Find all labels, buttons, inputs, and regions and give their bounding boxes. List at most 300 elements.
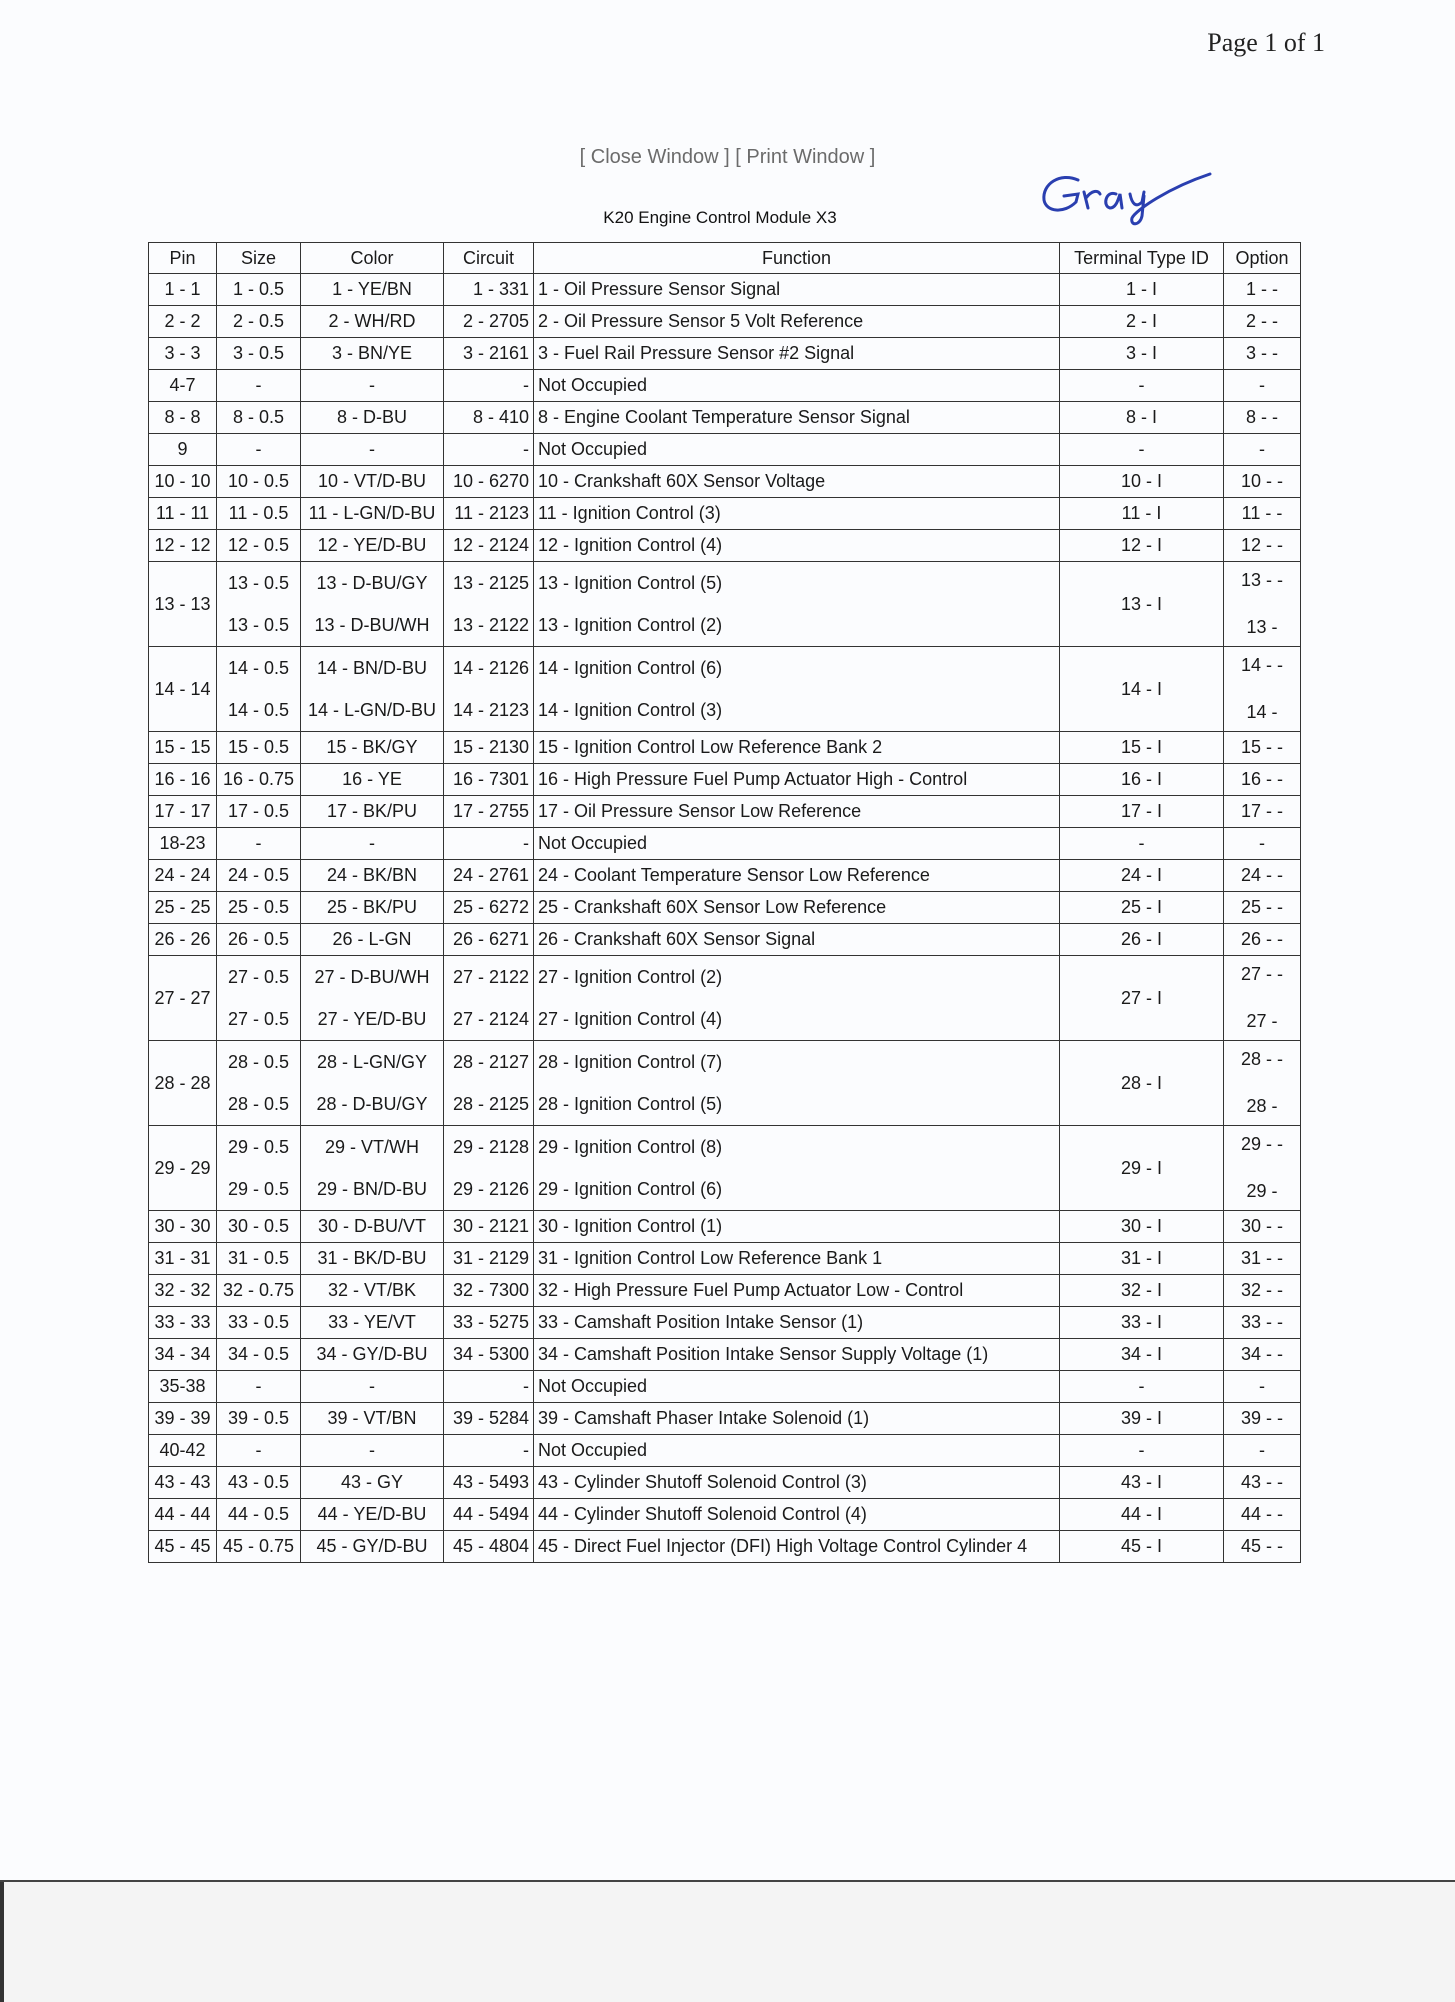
pin-cell: 24 - 24: [149, 860, 217, 892]
size-cell: [217, 647, 301, 732]
table-row: [149, 1275, 1301, 1307]
function-cell: [534, 732, 1060, 764]
size-cell-value: 13 - 0.5: [227, 573, 290, 593]
size-cell-value: 3 - 0.5: [232, 343, 285, 363]
circuit-cell-value: 2 - 2705: [462, 311, 529, 331]
size-cell-value: 14 - 0.5: [227, 658, 290, 678]
circuit-cell-value: 14 - 2126: [452, 658, 529, 678]
option-cell: 44 - -: [1224, 1499, 1301, 1531]
color-cell: [301, 1499, 444, 1531]
pin-cell: 8 - 8: [149, 402, 217, 434]
terminal-type-cell: -: [1060, 434, 1224, 466]
size-cell-value: 43 - 0.5: [227, 1472, 290, 1492]
circuit-cell-value: 29 - 2128: [452, 1137, 529, 1157]
column-header-pin: Pin: [149, 243, 217, 274]
function-cell: [534, 1275, 1060, 1307]
function-cell: [534, 1041, 1060, 1126]
size-cell-value: -: [255, 439, 262, 459]
option-cell-value: 14 - -: [1240, 655, 1283, 675]
color-cell: [301, 732, 444, 764]
function-cell-value: 45 - Direct Fuel Injector (DFI) High Voltage Control Cylinder 4: [538, 1536, 1028, 1556]
size-cell-value: 11 - 0.5: [228, 503, 289, 523]
option-cell-value: 28 - -: [1240, 1049, 1283, 1069]
function-cell: [534, 1531, 1060, 1563]
circuit-cell: [444, 1041, 534, 1126]
circuit-cell: [444, 466, 534, 498]
function-cell-value: 39 - Camshaft Phaser Intake Solenoid (1): [538, 1408, 870, 1428]
table-header-row: [149, 243, 1301, 274]
pin-cell: 43 - 43: [149, 1467, 217, 1499]
function-cell: [534, 1499, 1060, 1531]
size-cell-value: 28 - 0.5: [227, 1052, 290, 1072]
function-cell: [534, 647, 1060, 732]
circuit-cell-value: 17 - 2755: [452, 801, 529, 821]
terminal-type-cell: 26 - I: [1060, 924, 1224, 956]
color-cell: [301, 274, 444, 306]
option-cell: -: [1224, 1371, 1301, 1403]
color-cell: [301, 1041, 444, 1126]
size-cell: [217, 1211, 301, 1243]
function-cell: [534, 466, 1060, 498]
size-cell-value: 44 - 0.5: [227, 1504, 290, 1524]
table-row: [149, 306, 1301, 338]
color-cell-value: 14 - L-GN/D-BU: [307, 700, 437, 720]
terminal-type-cell: -: [1060, 1435, 1224, 1467]
terminal-type-cell: 10 - I: [1060, 466, 1224, 498]
function-cell: [534, 1307, 1060, 1339]
option-cell-value: 27 - -: [1240, 964, 1283, 984]
circuit-cell-value: 14 - 2123: [452, 700, 529, 720]
terminal-type-cell: 43 - I: [1060, 1467, 1224, 1499]
size-cell-value: 2 - 0.5: [232, 311, 285, 331]
color-cell: [301, 466, 444, 498]
function-cell: [534, 860, 1060, 892]
color-cell-value: 26 - L-GN: [332, 929, 412, 949]
color-cell-value: 30 - D-BU/VT: [317, 1216, 427, 1236]
option-cell: 15 - -: [1224, 732, 1301, 764]
circuit-cell-value: 8 - 410: [472, 407, 529, 427]
size-cell: [217, 274, 301, 306]
circuit-cell: [444, 1435, 534, 1467]
size-cell: [217, 764, 301, 796]
color-cell: [301, 1435, 444, 1467]
color-cell-value: -: [369, 375, 375, 395]
terminal-type-cell: 44 - I: [1060, 1499, 1224, 1531]
color-cell: [301, 562, 444, 647]
function-cell: [534, 1339, 1060, 1371]
pin-cell: 26 - 26: [149, 924, 217, 956]
scanner-edge: [0, 1880, 1455, 2002]
color-cell-value: 25 - BK/PU: [326, 897, 418, 917]
circuit-cell: [444, 530, 534, 562]
table-row: [149, 1371, 1301, 1403]
table-row: [149, 860, 1301, 892]
pin-cell: 31 - 31: [149, 1243, 217, 1275]
circuit-cell: [444, 1339, 534, 1371]
color-cell: [301, 498, 444, 530]
color-cell-value: 14 - BN/D-BU: [316, 658, 428, 678]
size-cell: [217, 1243, 301, 1275]
size-cell: [217, 924, 301, 956]
circuit-cell-value: 34 - 5300: [452, 1344, 529, 1364]
circuit-cell: [444, 338, 534, 370]
function-cell-value: Not Occupied: [538, 439, 648, 459]
circuit-cell: [444, 562, 534, 647]
terminal-type-cell: 14 - I: [1060, 647, 1224, 732]
size-cell: [217, 370, 301, 402]
table-row: [149, 338, 1301, 370]
circuit-cell-value: -: [523, 833, 529, 853]
function-cell-value: 43 - Cylinder Shutoff Solenoid Control (3): [538, 1472, 867, 1492]
terminal-type-cell: 33 - I: [1060, 1307, 1224, 1339]
color-cell: [301, 1307, 444, 1339]
pin-cell: 1 - 1: [149, 274, 217, 306]
table-row: [149, 764, 1301, 796]
color-cell: [301, 1126, 444, 1211]
color-cell: [301, 892, 444, 924]
function-cell-value: 10 - Crankshaft 60X Sensor Voltage: [538, 471, 826, 491]
circuit-cell-value: -: [523, 439, 529, 459]
option-cell-value: 29 - -: [1240, 1134, 1283, 1154]
function-cell: [534, 1243, 1060, 1275]
color-cell-value: 29 - VT/WH: [324, 1137, 419, 1157]
table-row: [149, 1339, 1301, 1371]
color-cell-value: 11 - L-GN/D-BU: [308, 503, 436, 523]
terminal-type-cell: 28 - I: [1060, 1041, 1224, 1126]
color-cell-value: 31 - BK/D-BU: [317, 1248, 427, 1268]
function-cell-value: 13 - Ignition Control (5): [538, 573, 723, 593]
pin-cell: 3 - 3: [149, 338, 217, 370]
terminal-type-cell: 2 - I: [1060, 306, 1224, 338]
size-cell: [217, 860, 301, 892]
size-cell-value: 13 - 0.5: [227, 615, 290, 635]
terminal-type-cell: 17 - I: [1060, 796, 1224, 828]
size-cell-value: 33 - 0.5: [227, 1312, 290, 1332]
size-cell-value: 17 - 0.5: [227, 801, 290, 821]
circuit-cell-value: 10 - 6270: [452, 471, 529, 491]
option-cell: 2 - -: [1224, 306, 1301, 338]
pin-cell: 33 - 33: [149, 1307, 217, 1339]
table-row: [149, 530, 1301, 562]
color-cell: [301, 1467, 444, 1499]
color-cell-value: 27 - D-BU/WH: [314, 967, 430, 987]
function-cell-value: 26 - Crankshaft 60X Sensor Signal: [538, 929, 816, 949]
table-row: [149, 274, 1301, 306]
terminal-type-cell: 3 - I: [1060, 338, 1224, 370]
size-cell-value: 29 - 0.5: [227, 1179, 290, 1199]
circuit-cell-value: 13 - 2122: [452, 615, 529, 635]
option-cell: [1224, 956, 1301, 1041]
table-row: [149, 732, 1301, 764]
size-cell: [217, 306, 301, 338]
size-cell-value: 45 - 0.75: [222, 1536, 295, 1556]
function-cell: [534, 338, 1060, 370]
size-cell: [217, 338, 301, 370]
terminal-type-cell: 32 - I: [1060, 1275, 1224, 1307]
option-cell: 17 - -: [1224, 796, 1301, 828]
pin-cell: 15 - 15: [149, 732, 217, 764]
terminal-type-cell: 13 - I: [1060, 562, 1224, 647]
function-cell-value: 14 - Ignition Control (3): [538, 700, 723, 720]
color-cell: [301, 860, 444, 892]
pin-cell: 11 - 11: [149, 498, 217, 530]
function-cell: [534, 498, 1060, 530]
circuit-cell: [444, 1307, 534, 1339]
function-cell-value: 3 - Fuel Rail Pressure Sensor #2 Signal: [538, 343, 855, 363]
function-cell: [534, 892, 1060, 924]
terminal-type-cell: 27 - I: [1060, 956, 1224, 1041]
color-cell: [301, 370, 444, 402]
option-cell: 45 - -: [1224, 1531, 1301, 1563]
pin-cell: 13 - 13: [149, 562, 217, 647]
column-header-terminal-type-id: Terminal Type ID: [1060, 243, 1224, 274]
size-cell-value: -: [255, 833, 262, 853]
pinout-table: [148, 242, 1301, 1563]
option-cell: 43 - -: [1224, 1467, 1301, 1499]
circuit-cell-value: 33 - 5275: [452, 1312, 529, 1332]
circuit-cell: [444, 498, 534, 530]
option-cell: -: [1224, 1435, 1301, 1467]
terminal-type-cell: 45 - I: [1060, 1531, 1224, 1563]
color-cell: [301, 1339, 444, 1371]
print-window-link[interactable]: [ Print Window ]: [735, 146, 876, 168]
size-cell-value: -: [255, 375, 262, 395]
function-cell: [534, 924, 1060, 956]
color-cell-value: -: [369, 833, 375, 853]
function-cell: [534, 1126, 1060, 1211]
option-cell: 31 - -: [1224, 1243, 1301, 1275]
color-cell-value: 13 - D-BU/WH: [314, 615, 430, 635]
pin-cell: 18-23: [149, 828, 217, 860]
circuit-cell-value: 39 - 5284: [452, 1408, 529, 1428]
circuit-cell: [444, 924, 534, 956]
function-cell-value: 1 - Oil Pressure Sensor Signal: [538, 279, 781, 299]
function-cell-value: Not Occupied: [538, 1440, 648, 1460]
column-header-color: Color: [301, 243, 444, 274]
pin-cell: 34 - 34: [149, 1339, 217, 1371]
table-row: [149, 892, 1301, 924]
color-cell: [301, 1243, 444, 1275]
color-cell: [301, 1275, 444, 1307]
circuit-cell-value: 27 - 2122: [452, 967, 529, 987]
table-row: [149, 1041, 1301, 1126]
handwritten-gray-note: [1038, 162, 1218, 237]
function-cell: [534, 1467, 1060, 1499]
size-cell-value: 27 - 0.5: [227, 967, 290, 987]
pin-cell: 10 - 10: [149, 466, 217, 498]
size-cell: [217, 466, 301, 498]
size-cell-value: 29 - 0.5: [227, 1137, 290, 1157]
color-cell: [301, 434, 444, 466]
function-cell-value: 28 - Ignition Control (5): [538, 1094, 723, 1114]
color-cell: [301, 1371, 444, 1403]
option-cell: -: [1224, 434, 1301, 466]
pin-cell: 17 - 17: [149, 796, 217, 828]
function-cell: [534, 1435, 1060, 1467]
table-row: [149, 402, 1301, 434]
pin-cell: 9: [149, 434, 217, 466]
function-cell-value: 27 - Ignition Control (2): [538, 967, 723, 987]
circuit-cell: [444, 1371, 534, 1403]
size-cell: [217, 1307, 301, 1339]
function-cell: [534, 1371, 1060, 1403]
circuit-cell: [444, 1467, 534, 1499]
circuit-cell-value: 27 - 2124: [452, 1009, 529, 1029]
table-row: [149, 562, 1301, 647]
circuit-cell: [444, 828, 534, 860]
circuit-cell-value: 25 - 6272: [452, 897, 529, 917]
size-cell: [217, 892, 301, 924]
color-cell-value: 45 - GY/D-BU: [316, 1536, 428, 1556]
function-cell-value: 31 - Ignition Control Low Reference Bank 1: [538, 1248, 883, 1268]
color-cell: [301, 647, 444, 732]
option-cell: 30 - -: [1224, 1211, 1301, 1243]
color-cell-value: 39 - VT/BN: [327, 1408, 417, 1428]
column-header-size: Size: [217, 243, 301, 274]
function-cell: [534, 562, 1060, 647]
function-cell: [534, 828, 1060, 860]
pin-cell: 30 - 30: [149, 1211, 217, 1243]
circuit-cell-value: 28 - 2125: [452, 1094, 529, 1114]
function-cell-value: 11 - Ignition Control (3): [538, 503, 721, 523]
size-cell-value: 39 - 0.5: [227, 1408, 290, 1428]
function-cell: [534, 370, 1060, 402]
function-cell-value: 17 - Oil Pressure Sensor Low Reference: [538, 801, 862, 821]
page-number: Page 1 of 1: [1207, 28, 1325, 57]
terminal-type-cell: 8 - I: [1060, 402, 1224, 434]
terminal-type-cell: 31 - I: [1060, 1243, 1224, 1275]
circuit-cell-value: 12 - 2124: [452, 535, 529, 555]
document-title: K20 Engine Control Module X3: [603, 208, 837, 227]
function-cell: [534, 434, 1060, 466]
function-cell-value: 13 - Ignition Control (2): [538, 615, 723, 635]
circuit-cell-value: 11 - 2123: [454, 503, 529, 523]
color-cell-value: 15 - BK/GY: [326, 737, 418, 757]
color-cell: [301, 828, 444, 860]
color-cell-value: 32 - VT/BK: [327, 1280, 417, 1300]
column-header-function: Function: [534, 243, 1060, 274]
function-cell-value: 15 - Ignition Control Low Reference Bank 2: [538, 737, 883, 757]
terminal-type-cell: 30 - I: [1060, 1211, 1224, 1243]
circuit-cell-value: 44 - 5494: [452, 1504, 529, 1524]
table-row: [149, 1243, 1301, 1275]
circuit-cell: [444, 370, 534, 402]
function-cell-value: 2 - Oil Pressure Sensor 5 Volt Reference: [538, 311, 864, 331]
option-cell: [1224, 647, 1301, 732]
function-cell-value: 29 - Ignition Control (6): [538, 1179, 723, 1199]
circuit-cell: [444, 956, 534, 1041]
circuit-cell: [444, 892, 534, 924]
function-cell-value: 25 - Crankshaft 60X Sensor Low Reference: [538, 897, 887, 917]
table-row: [149, 498, 1301, 530]
circuit-cell-value: 15 - 2130: [452, 737, 529, 757]
pin-cell: 45 - 45: [149, 1531, 217, 1563]
close-window-link[interactable]: [ Close Window ]: [579, 146, 730, 168]
circuit-cell-value: -: [523, 375, 529, 395]
color-cell-value: 28 - D-BU/GY: [316, 1094, 428, 1114]
size-cell-value: 24 - 0.5: [227, 865, 290, 885]
terminal-type-cell: 11 - I: [1060, 498, 1224, 530]
option-cell-value: 13 -: [1246, 617, 1278, 637]
circuit-cell: [444, 306, 534, 338]
function-cell-value: 24 - Coolant Temperature Sensor Low Reference: [538, 865, 930, 885]
circuit-cell: [444, 1243, 534, 1275]
size-cell: [217, 498, 301, 530]
circuit-cell: [444, 274, 534, 306]
size-cell-value: 28 - 0.5: [227, 1094, 290, 1114]
size-cell-value: 32 - 0.75: [222, 1280, 295, 1300]
circuit-cell-value: 32 - 7300: [452, 1280, 529, 1300]
pin-cell: 27 - 27: [149, 956, 217, 1041]
color-cell-value: 34 - GY/D-BU: [316, 1344, 428, 1364]
option-cell: 25 - -: [1224, 892, 1301, 924]
table-row: [149, 1435, 1301, 1467]
terminal-type-cell: -: [1060, 828, 1224, 860]
size-cell: [217, 732, 301, 764]
function-cell-value: 12 - Ignition Control (4): [538, 535, 723, 555]
option-cell: 11 - -: [1224, 498, 1301, 530]
window-links: [0, 146, 1455, 169]
color-cell: [301, 1211, 444, 1243]
terminal-type-cell: -: [1060, 1371, 1224, 1403]
color-cell-value: 12 - YE/D-BU: [317, 535, 427, 555]
function-cell-value: 33 - Camshaft Position Intake Sensor (1): [538, 1312, 864, 1332]
size-cell-value: -: [255, 1376, 262, 1396]
color-cell-value: 27 - YE/D-BU: [317, 1009, 427, 1029]
circuit-cell: [444, 1531, 534, 1563]
size-cell-value: 15 - 0.5: [227, 737, 290, 757]
option-cell: 10 - -: [1224, 466, 1301, 498]
function-cell: [534, 1403, 1060, 1435]
option-cell: 8 - -: [1224, 402, 1301, 434]
size-cell: [217, 402, 301, 434]
color-cell-value: 44 - YE/D-BU: [317, 1504, 427, 1524]
function-cell-value: 34 - Camshaft Position Intake Sensor Supply Voltage (1): [538, 1344, 989, 1364]
size-cell: [217, 1403, 301, 1435]
pin-cell: 40-42: [149, 1435, 217, 1467]
color-cell: [301, 1403, 444, 1435]
size-cell-value: 25 - 0.5: [227, 897, 290, 917]
circuit-cell-value: 31 - 2129: [452, 1248, 529, 1268]
function-cell: [534, 956, 1060, 1041]
color-cell: [301, 530, 444, 562]
circuit-cell: [444, 402, 534, 434]
color-cell-value: 10 - VT/D-BU: [317, 471, 427, 491]
circuit-cell-value: 29 - 2126: [452, 1179, 529, 1199]
table-row: [149, 370, 1301, 402]
function-cell: [534, 274, 1060, 306]
option-cell: -: [1224, 828, 1301, 860]
terminal-type-cell: 29 - I: [1060, 1126, 1224, 1211]
size-cell: [217, 1275, 301, 1307]
color-cell-value: -: [369, 1440, 375, 1460]
function-cell: [534, 530, 1060, 562]
option-cell-value: 27 -: [1246, 1011, 1278, 1031]
table-row: [149, 647, 1301, 732]
terminal-type-cell: 39 - I: [1060, 1403, 1224, 1435]
color-cell: [301, 956, 444, 1041]
pin-cell: 4-7: [149, 370, 217, 402]
table-row: [149, 924, 1301, 956]
color-cell-value: 33 - YE/VT: [328, 1312, 416, 1332]
terminal-type-cell: -: [1060, 370, 1224, 402]
function-cell-value: Not Occupied: [538, 375, 648, 395]
function-cell-value: 27 - Ignition Control (4): [538, 1009, 723, 1029]
table-row: [149, 466, 1301, 498]
pin-cell: 29 - 29: [149, 1126, 217, 1211]
color-cell-value: 3 - BN/YE: [331, 343, 413, 363]
terminal-type-cell: 25 - I: [1060, 892, 1224, 924]
